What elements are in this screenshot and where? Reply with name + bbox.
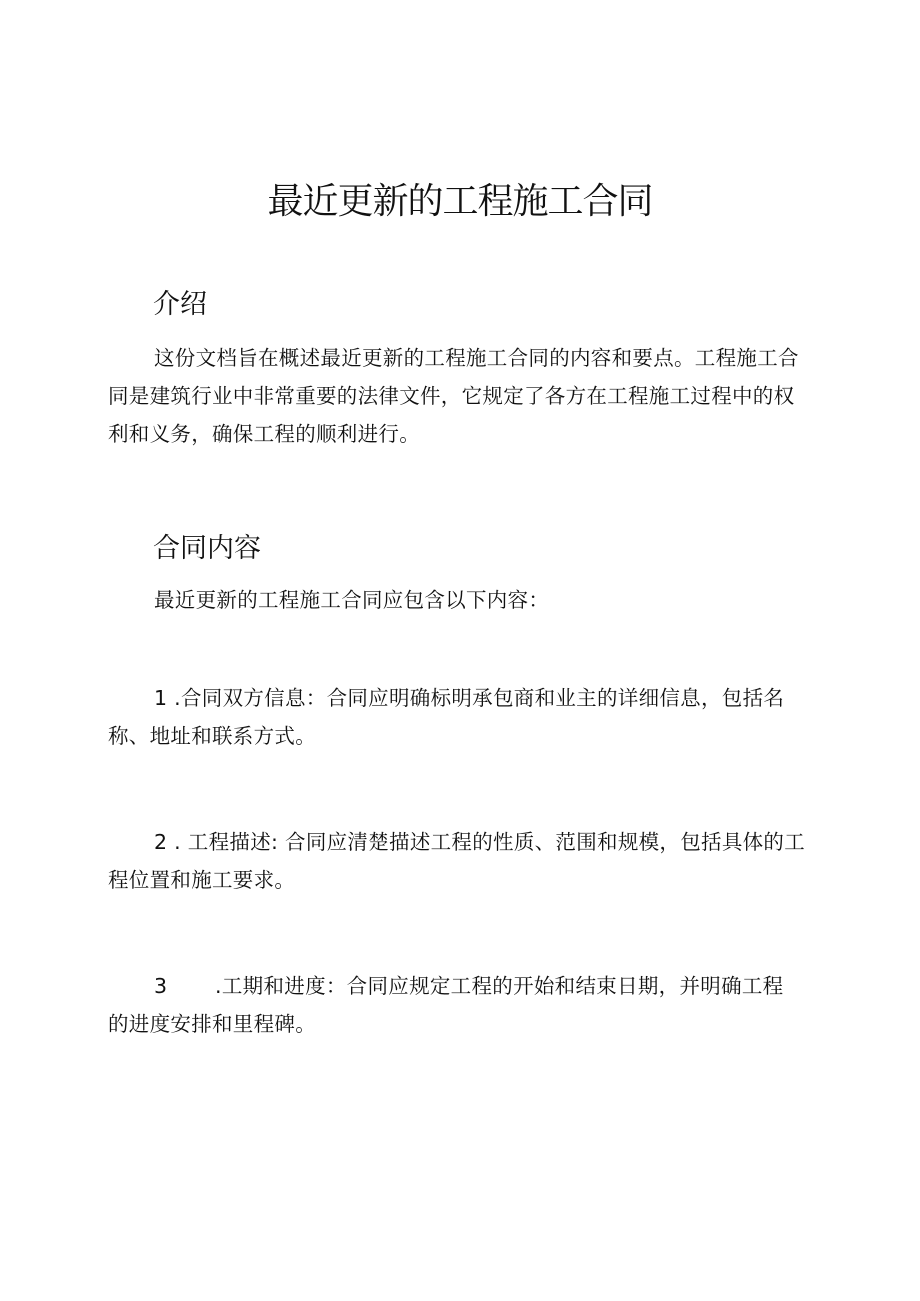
list-item: 2 . 工程描述: 合同应清楚描述工程的性质、范围和规模，包括具体的工程位置和施工要求。 [108,830,806,892]
section-heading-contract-content: 合同内容 [153,533,261,564]
document-title: 最近更新的工程施工合同 [267,181,653,222]
contract-content-paragraph: 最近更新的工程施工合同应包含以下内容： [154,588,550,612]
list-item: 1 .合同双方信息：合同应明确标明承包商和业主的详细信息，包括名称、地址和联系方式。 [108,686,785,748]
intro-paragraph: 这份文档旨在概述最近更新的工程施工合同的内容和要点。工程施工合同是建筑行业中非常重要的法律文件，它规定了各方在工程施工过程中的权利和义务，确保工程的顺利进行。 [108,346,799,446]
section-heading-intro: 介绍 [153,289,207,320]
list-item: 3 .工期和进度：合同应规定工程的开始和结束日期，并明确工程的进度安排和里程碑。 [108,974,784,1036]
